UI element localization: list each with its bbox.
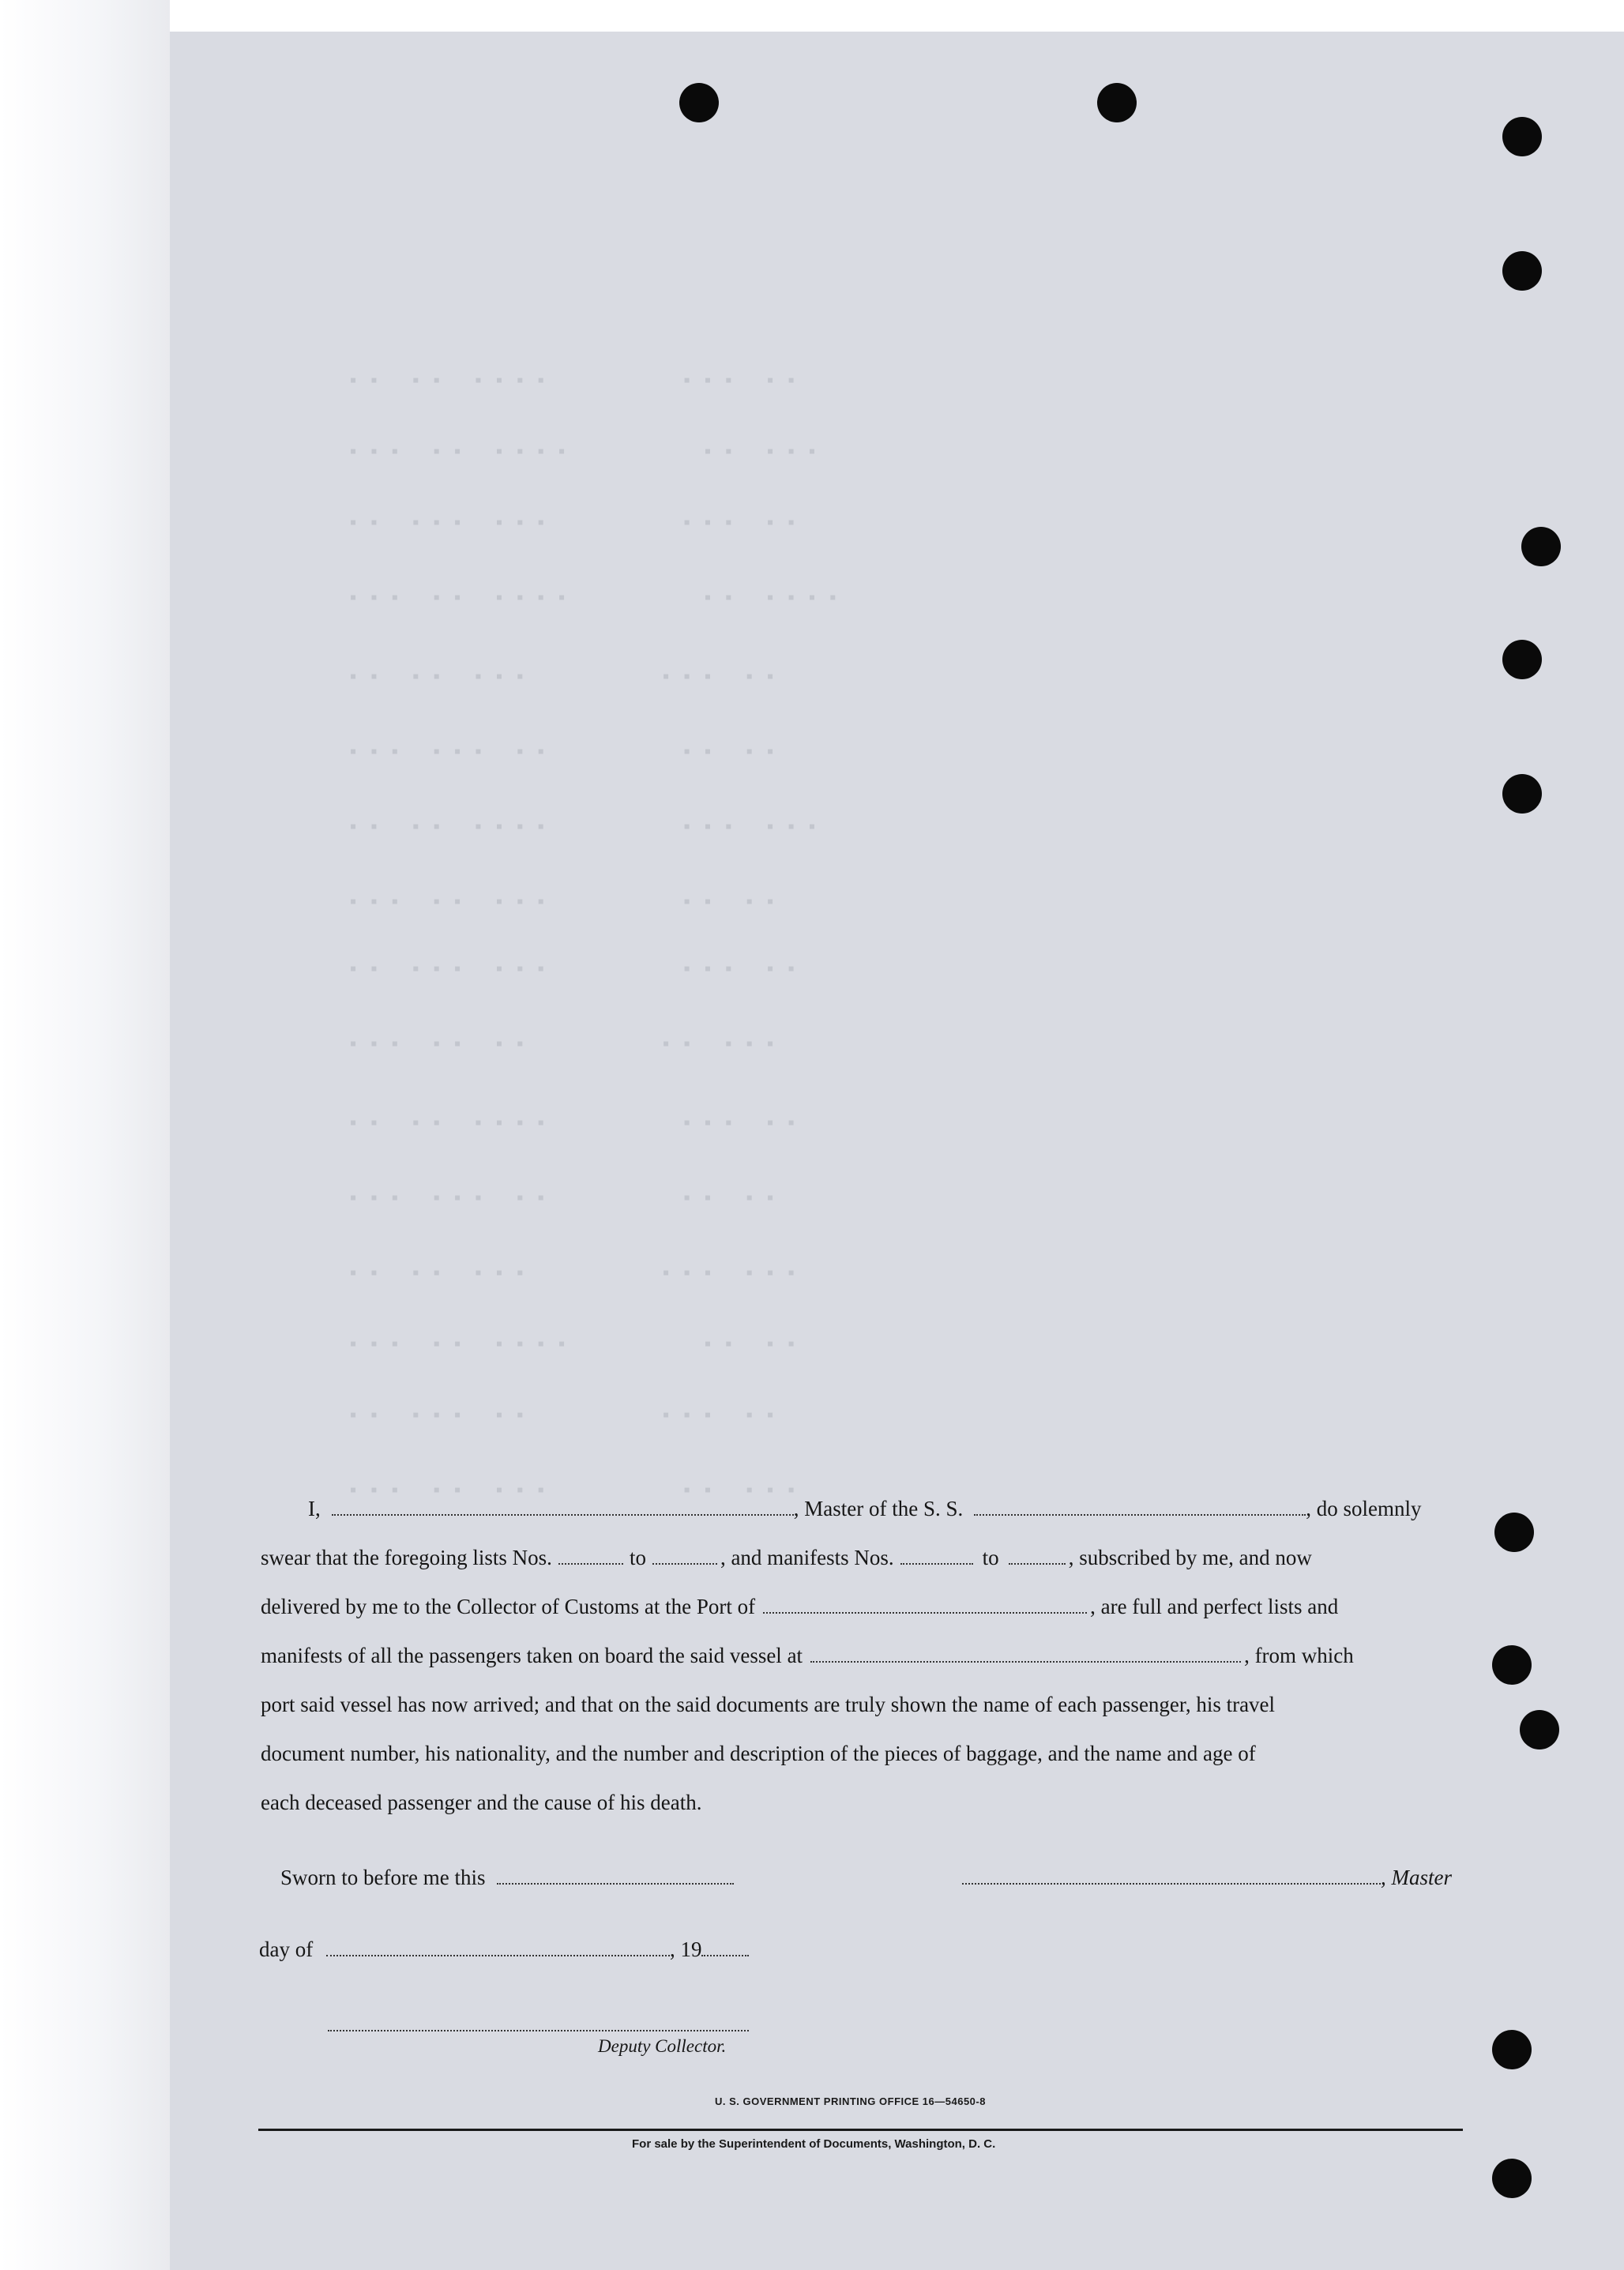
scan-margin bbox=[0, 0, 170, 2270]
year-field[interactable] bbox=[701, 1939, 749, 1956]
port-of-departure-field[interactable] bbox=[810, 1645, 1241, 1663]
oath-text: delivered by me to the Collector of Customs at the Port of bbox=[261, 1595, 756, 1618]
master-signature-line bbox=[962, 1866, 1452, 1890]
oath-text: each deceased passenger and the cause of his death. bbox=[261, 1791, 702, 1814]
oath-text: , from which bbox=[1244, 1644, 1354, 1667]
oath-text: document number, his nationality, and the number and description of the pieces of baggage, and the name and age of bbox=[261, 1742, 1256, 1765]
master-signature-field[interactable] bbox=[962, 1867, 1381, 1885]
lists-from-field[interactable] bbox=[558, 1547, 623, 1565]
punch-hole bbox=[679, 83, 719, 122]
oath-line-5 bbox=[261, 1693, 1465, 1717]
sworn-date-field[interactable] bbox=[497, 1867, 734, 1885]
deputy-collector-label: Deputy Collector. bbox=[598, 2036, 727, 2056]
oath-text: manifests of all the passengers taken on board the said vessel at bbox=[261, 1644, 803, 1667]
footer-divider bbox=[258, 2129, 1463, 2131]
day-of-line bbox=[259, 1937, 749, 1962]
punch-hole bbox=[1492, 2030, 1532, 2069]
oath-text: port said vessel has now arrived; and that on the said documents are truly shown the name of each passenger, his travel bbox=[261, 1693, 1276, 1716]
day-of-field[interactable] bbox=[326, 1939, 670, 1956]
master-name-field[interactable] bbox=[332, 1498, 794, 1516]
manifests-to-field[interactable] bbox=[1009, 1547, 1066, 1565]
deputy-collector-signature-field[interactable] bbox=[328, 2030, 749, 2031]
oath-line-1 bbox=[261, 1497, 1465, 1521]
punch-hole bbox=[1494, 1513, 1534, 1552]
oath-text: to bbox=[982, 1546, 999, 1569]
punch-hole bbox=[1097, 83, 1137, 122]
punch-hole bbox=[1521, 527, 1561, 566]
oath-line-3 bbox=[261, 1595, 1465, 1619]
punch-hole bbox=[1502, 117, 1542, 156]
printing-office-imprint: U. S. GOVERNMENT PRINTING OFFICE 16—54650-8 bbox=[715, 2095, 986, 2107]
oath-text: , and manifests Nos. bbox=[720, 1546, 894, 1569]
punch-hole bbox=[1492, 1645, 1532, 1685]
sale-note: For sale by the Superintendent of Documents, Washington, D. C. bbox=[632, 2137, 996, 2151]
manifests-from-field[interactable] bbox=[900, 1547, 973, 1565]
sworn-label: Sworn to before me this bbox=[280, 1866, 486, 1889]
year-label: , 19 bbox=[669, 1937, 702, 1961]
oath-line-2 bbox=[261, 1546, 1465, 1570]
oath-text: to bbox=[629, 1546, 646, 1569]
lists-to-field[interactable] bbox=[652, 1547, 717, 1565]
oath-text: I, bbox=[308, 1497, 321, 1520]
sworn-line bbox=[280, 1866, 734, 1890]
oath-text: , are full and perfect lists and bbox=[1090, 1595, 1339, 1618]
document-sheet bbox=[170, 32, 1624, 2270]
port-of-arrival-field[interactable] bbox=[763, 1596, 1087, 1614]
ship-name-field[interactable] bbox=[974, 1498, 1306, 1516]
oath-text: , do solemnly bbox=[1306, 1497, 1422, 1520]
oath-block bbox=[261, 1497, 1465, 1828]
oath-line-4 bbox=[261, 1644, 1465, 1668]
day-of-label: day of bbox=[259, 1937, 314, 1961]
punch-hole bbox=[1502, 774, 1542, 814]
oath-line-7 bbox=[261, 1791, 1465, 1815]
oath-line-6 bbox=[261, 1742, 1465, 1766]
oath-text: , Master of the S. S. bbox=[793, 1497, 964, 1520]
punch-hole bbox=[1520, 1710, 1559, 1749]
punch-hole bbox=[1502, 640, 1542, 679]
oath-text: , subscribed by me, and now bbox=[1068, 1546, 1312, 1569]
punch-hole bbox=[1502, 251, 1542, 291]
master-label: , Master bbox=[1381, 1866, 1452, 1889]
oath-text: swear that the foregoing lists Nos. bbox=[261, 1546, 552, 1569]
punch-hole bbox=[1492, 2159, 1532, 2198]
